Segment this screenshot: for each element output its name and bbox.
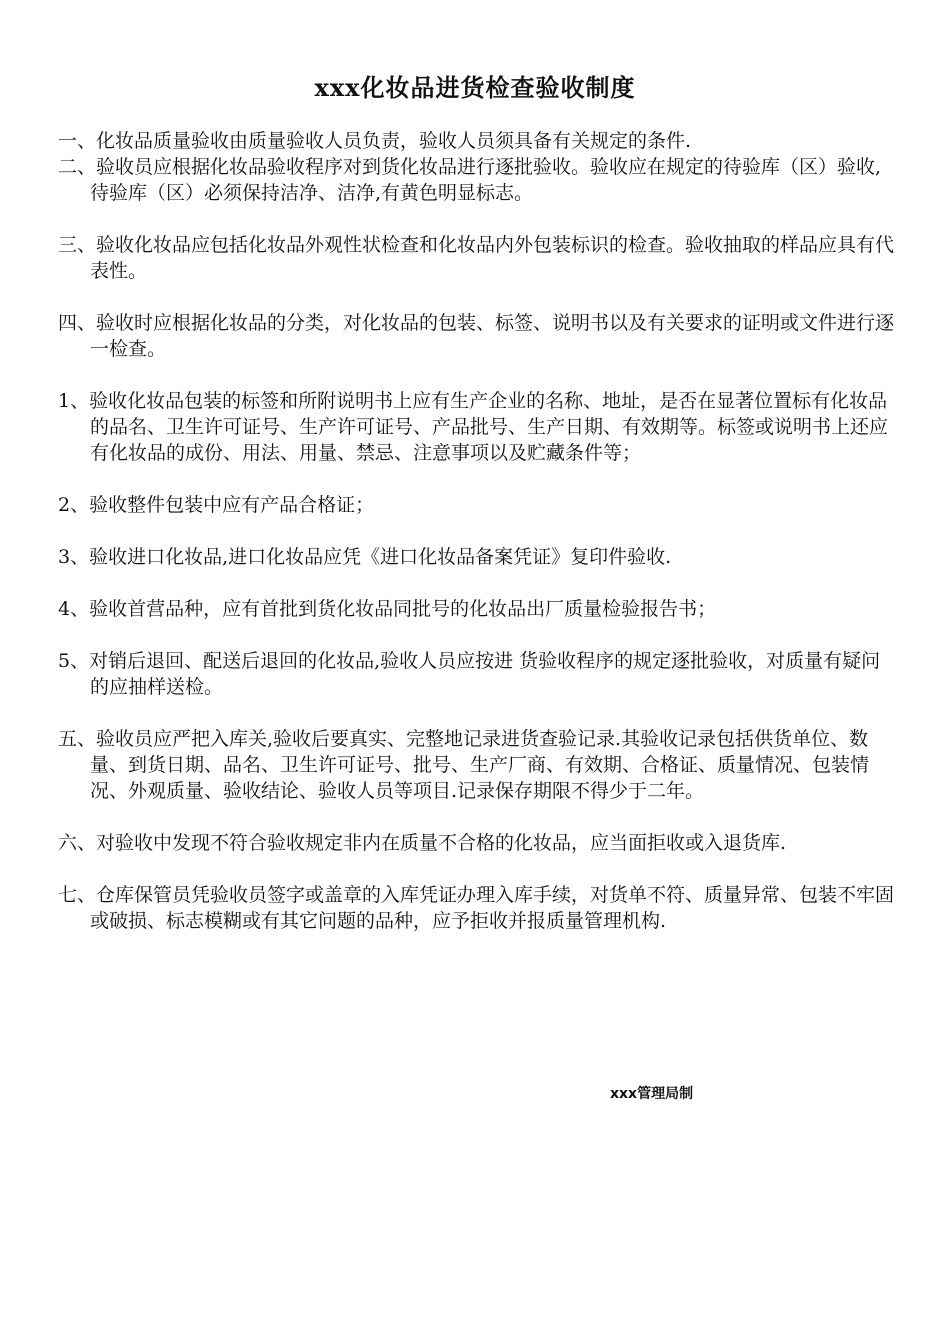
clause-6: 六、对验收中发现不符合验收规定非内在质量不合格的化妆品，应当面拒收或入退货库.	[58, 832, 787, 854]
clause-3: 三、验收化妆品应包括化妆品外观性状检查和化妆品内外包装标识的检查。验收抽取的样品应具有代表性。	[58, 234, 895, 282]
sub-clause-2: 2、验收整件包装中应有产品合格证；	[58, 494, 375, 516]
clause-1: 一、化妆品质量验收由质量验收人员负责，验收人员须具备有关规定的条件.	[58, 130, 692, 152]
issuer-signature: xxx管理局制	[610, 1086, 694, 1102]
clause-7: 七、仓库保管员凭验收员签字或盖章的入库凭证办理入库手续，对货单不符、质量异常、包装不牢固或破损、标志模糊或有其它问题的品种，应予拒收并报质量管理机构.	[58, 884, 895, 932]
document-title: xxx化妆品进货检查验收制度	[314, 73, 636, 102]
sub-clause-4: 4、验收首营品种，应有首批到货化妆品同批号的化妆品出厂质量检验报告书；	[58, 598, 717, 620]
clause-2: 二、验收员应根据化妆品验收程序对到货化妆品进行逐批验收。验收应在规定的待验库（区）验收,待验库（区）必须保持洁净、洁净,有黄色明显标志。	[58, 156, 882, 204]
sub-clause-3: 3、验收进口化妆品,进口化妆品应凭《进口化妆品备案凭证》复印件验收.	[58, 546, 672, 568]
sub-clause-5: 5、对销后退回、配送后退回的化妆品,验收人员应按进 货验收程序的规定逐批验收，对质量有疑问的应抽样送检。	[58, 650, 881, 698]
sub-clause-1: 1、验收化妆品包装的标签和所附说明书上应有生产企业的名称、地址，是否在显著位置标有化妆品的品名、卫生许可证号、生产许可证号、产品批号、生产日期、有效期等。标签或说明书上还应有化妆品的成份、用法、用量、禁忌、注意事项以及贮藏条件等；	[58, 390, 889, 464]
clause-5: 五、验收员应严把入库关,验收后要真实、完整地记录进货查验记录.其验收记录包括供货单位、数量、到货日期、品名、卫生许可证号、批号、生产厂商、有效期、合格证、质量情况、包装情况、外观质量、验收结论、验收人员等项目.记录保存期限不得少于二年。	[58, 728, 870, 802]
document-body	[58, 128, 898, 934]
clause-4: 四、验收时应根据化妆品的分类，对化妆品的包装、标签、说明书以及有关要求的证明或文件进行逐一检查。	[58, 312, 895, 360]
